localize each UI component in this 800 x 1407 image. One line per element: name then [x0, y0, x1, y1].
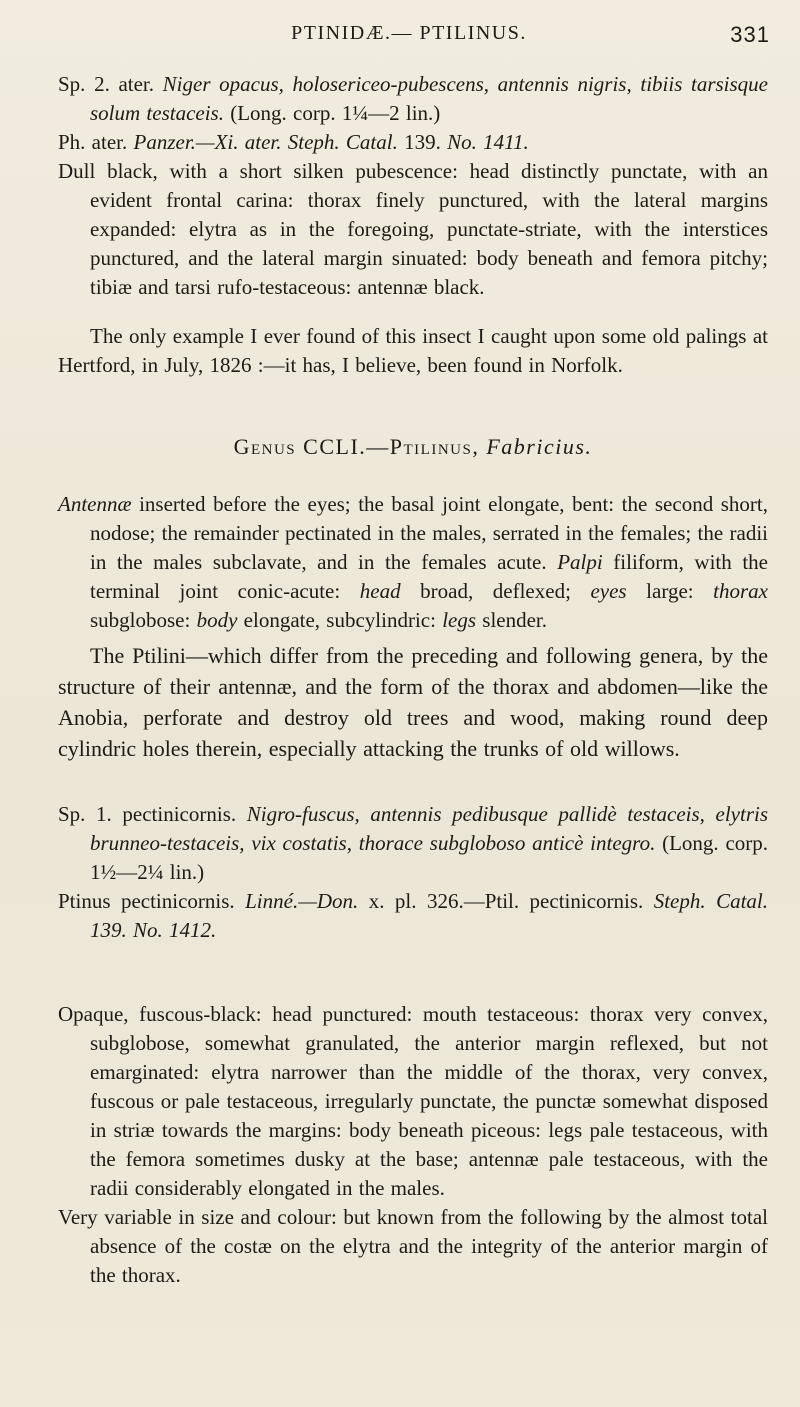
species-ater-syn-no: No. 1411. [447, 130, 529, 154]
gc-part6: elongate, subcylindric: [243, 608, 436, 632]
species-ater-syn-num: 139. [404, 130, 441, 154]
species-pectinicornis-variation: Very variable in size and colour: but known from the following by the almost total absence of the costæ on the elytra and the integrity of the anterior margin of the thorax. [58, 1205, 768, 1287]
gc-part5: subglobose: [90, 608, 191, 632]
gc-head: head [359, 579, 401, 603]
species-ater-description: Dull black, with a short silken pubescence: head distinctly punctate, with an evident frontal carina: thorax finely punctured, with the lateral margins expanded: elytra as in the foregoing, punctate-striate, with the interstices punctured, and the lateral margin sinuated: body beneath and femora pitchy; tibiæ and tarsi rufo-testaceous: antennæ black. [58, 159, 768, 299]
species-pectinicornis-syn-cat: Catal. 139. [90, 889, 768, 942]
running-head [48, 22, 770, 54]
species-ater-latin: Niger opacus, holosericeo-pubescens, antennis nigris, tibiis tarsisque solum testaceis. [90, 72, 769, 125]
species-pectinicornis-measure: (Long. corp. 1½—2¼ lin.) [90, 831, 769, 884]
gc-palpi: Palpi [557, 550, 603, 574]
running-title: PTINIDÆ.— PTILINUS. [291, 22, 527, 44]
ptilini-paragraph-block [58, 640, 768, 764]
species-pectinicornis-latin: Nigro-fuscus, antennis pedibusque pallidè testaceis, elytris brunneo-testaceis, vix costatis, thorace subgloboso anticè integro. [90, 802, 769, 855]
gc-part7: slender. [482, 608, 548, 632]
species-ater-synonymy [58, 128, 768, 157]
genus-heading [58, 434, 768, 460]
genus-label: Genus CCLI.— [233, 434, 390, 459]
species-pectinicornis-description: Opaque, fuscous-black: head punctured: mouth testaceous: thorax very convex, subglobose, somewhat granulated, the anterior margin reflexed, but not emarginated: elytra narrower than the middle of the thorax, very convex, fuscous or pale testaceous, irregularly punctate, the punctæ somewhat disposed in striæ towards the margins: body beneath piceous: legs pale testaceous, with the femora sometimes dusky at the base; antennæ pale testaceous, with the radii considerably elongated in the males. [58, 1002, 768, 1200]
gc-part3: broad, deflexed; [420, 579, 571, 603]
species-ater-description-block [58, 157, 768, 302]
genus-characters [58, 490, 768, 635]
genus-characters-block [58, 490, 768, 635]
species-ater-syn-author: Panzer.—Xi. ater. [133, 130, 282, 154]
species-pectinicornis-description-block [58, 1000, 768, 1290]
species-pectinicornis-entry [58, 800, 768, 945]
species-ater-diagnosis [58, 70, 768, 128]
gc-part4: large: [646, 579, 694, 603]
species-ater-measure: (Long. corp. 1¼—2 lin.) [230, 101, 441, 125]
species-ater-syn-name: Ph. ater. [58, 130, 128, 154]
species-pectinicornis-syn-ref: x. pl. 326.—Ptil. pectinicornis. [368, 889, 644, 913]
gc-part1: inserted before the eyes; the basal joint elongate, bent: the second short, nodose; the remainder pectinated in the males, serrated in the females; the radii in the males subclavate, and in the females acute. [90, 492, 768, 574]
species-ater-entry [58, 70, 768, 157]
species-pectinicornis-syn-name: Ptinus pectinicornis. [58, 889, 235, 913]
page-number: 331 [730, 22, 770, 47]
gc-eyes: eyes [590, 579, 627, 603]
species-pectinicornis-syn-no: No. 1412. [133, 918, 217, 942]
gc-thorax: thorax [713, 579, 768, 603]
ptilini-paragraph: The Ptilini—which differ from the preceding and following genera, by the structure of their antennæ, and the form of the thorax and abdomen—like the Anobia, perforate and destroy old trees and wood, making round deep cylindric holes therein, especially attacking the trunks of old willows. [58, 643, 768, 761]
gc-body: body [196, 608, 238, 632]
species-pectinicornis-heading: Sp. 1. pectinicornis. [58, 802, 237, 826]
genus-author: Fabricius. [486, 434, 593, 459]
species-ater-note: The only example I ever found of this insect I caught upon some old palings at Hertford, in July, 1826 :—it has, I believe, been found in Norfolk. [58, 324, 768, 377]
gc-antennae: Antennæ [58, 492, 132, 516]
species-ater-heading: Sp. 2. ater. [58, 72, 155, 96]
gc-part2: filiform, with the terminal joint conic-acute: [90, 550, 768, 603]
species-pectinicornis-syn-steph: Steph. [653, 889, 706, 913]
species-ater-syn-ref: Steph. Catal. [287, 130, 398, 154]
species-pectinicornis-syn-author: Linné.—Don. [245, 889, 359, 913]
species-pectinicornis-diagnosis [58, 800, 768, 887]
species-ater-note-block [58, 322, 768, 380]
genus-name: Ptilinus, [389, 434, 480, 459]
gc-legs: legs [442, 608, 477, 632]
species-pectinicornis-synonymy [58, 887, 768, 945]
